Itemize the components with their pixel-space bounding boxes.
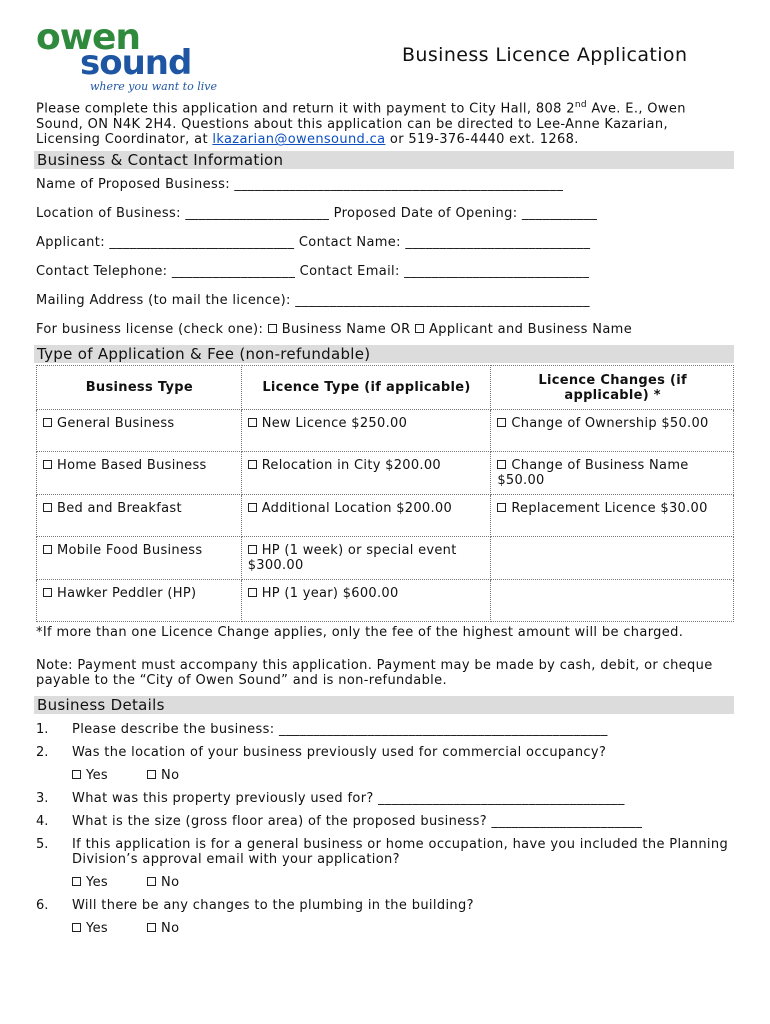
- intro-superscript: nd: [574, 100, 587, 110]
- checkbox-no[interactable]: [147, 923, 156, 932]
- question-number: 1.: [36, 722, 49, 737]
- checkbox-yes[interactable]: [72, 877, 81, 886]
- owen-sound-logo: [36, 17, 226, 93]
- question-number: 4.: [36, 814, 49, 829]
- fee-table: [36, 365, 734, 622]
- field-business-name[interactable]: Name of Proposed Business: ________________________________________________: [36, 177, 564, 192]
- logo-word-owen: owen: [36, 17, 141, 58]
- question-previous-use[interactable]: What was this property previously used for? ____________________________________: [72, 791, 625, 806]
- checkbox[interactable]: [497, 460, 506, 469]
- option-label: New Licence $250.00: [261, 416, 408, 431]
- option-label: Home Based Business: [57, 458, 207, 473]
- intro-text-1: Please complete this application and return it with payment to City Hall, 808 2: [36, 101, 575, 117]
- question-number: 5.: [36, 837, 49, 852]
- checkbox[interactable]: [497, 418, 506, 427]
- table-cell[interactable]: [241, 452, 491, 495]
- yes-no-group: [72, 768, 737, 783]
- header-licence-changes: Licence Changes (if applicable) *: [491, 366, 734, 410]
- table-cell[interactable]: [491, 495, 734, 537]
- table-cell[interactable]: [241, 495, 491, 537]
- check-one-label: For business license (check one):: [36, 322, 268, 337]
- email-link[interactable]: lkazarian@owensound.ca: [212, 132, 386, 148]
- checkbox[interactable]: [248, 460, 257, 469]
- license-holder-choice: [36, 322, 632, 337]
- field-telephone-email[interactable]: Contact Telephone: __________________ Contact Email: ___________________________: [36, 264, 590, 279]
- option-label: Replacement Licence $30.00: [511, 501, 708, 516]
- table-cell[interactable]: [37, 495, 242, 537]
- yes-label: Yes: [86, 921, 109, 936]
- option-label: Relocation in City $200.00: [261, 458, 442, 473]
- question-number: 6.: [36, 898, 49, 913]
- question-number: 2.: [36, 745, 49, 760]
- table-row: [37, 580, 734, 622]
- question-previous-commercial: Was the location of your business previously used for commercial occupancy?: [72, 745, 607, 760]
- field-mailing-address[interactable]: Mailing Address (to mail the licence): ___________________________________________: [36, 293, 590, 308]
- intro-text-2: Ave. E., Owen Sound, ON N4K 2H4. Questions about this application can be directed to Lee-Anne Kazarian, Licensing Coordinator, at: [36, 101, 686, 148]
- document-title: Business Licence Application: [402, 44, 688, 66]
- checkbox-no[interactable]: [147, 877, 156, 886]
- logo-tagline: where you want to live: [90, 80, 217, 93]
- intro-paragraph: [36, 98, 736, 148]
- checkbox[interactable]: [248, 545, 257, 554]
- header-licence-type: Licence Type (if applicable): [241, 366, 491, 410]
- checkbox[interactable]: [497, 503, 506, 512]
- checkbox[interactable]: [43, 503, 52, 512]
- checkbox[interactable]: [248, 588, 257, 597]
- intro-text-3: or 519-376-4440 ext. 1268.: [385, 132, 579, 148]
- checkbox[interactable]: [43, 588, 52, 597]
- option-label: Additional Location $200.00: [261, 501, 453, 516]
- checkbox-business-name[interactable]: [268, 324, 277, 333]
- option-applicant-business: Applicant and Business Name: [428, 322, 633, 337]
- option-label: Hawker Peddler (HP): [57, 586, 197, 601]
- option-label: Bed and Breakfast: [57, 501, 182, 516]
- table-cell[interactable]: [37, 537, 242, 580]
- question-plumbing: Will there be any changes to the plumbing in the building?: [72, 898, 474, 913]
- option-label: HP (1 year) $600.00: [261, 586, 399, 601]
- table-cell[interactable]: [241, 537, 491, 580]
- fee-footnote: *If more than one Licence Change applies, only the fee of the highest amount will be charged.: [36, 625, 684, 640]
- option-label: Change of Ownership $50.00: [511, 416, 709, 431]
- checkbox[interactable]: [43, 460, 52, 469]
- no-label: No: [161, 921, 180, 936]
- payment-note: Note: Payment must accompany this application. Payment may be made by cash, debit, or cheque payable to the “City of Owen Sound” and is non-refundable.: [36, 658, 713, 688]
- table-row: [37, 410, 734, 452]
- yes-label: Yes: [86, 768, 109, 783]
- question-describe-business[interactable]: Please describe the business: ________________________________________________: [72, 722, 608, 737]
- table-cell[interactable]: [37, 452, 242, 495]
- checkbox-no[interactable]: [147, 770, 156, 779]
- checkbox[interactable]: [43, 545, 52, 554]
- field-applicant-contact[interactable]: Applicant: ___________________________ Contact Name: ___________________________: [36, 235, 591, 250]
- no-label: No: [161, 768, 180, 783]
- table-cell[interactable]: [241, 410, 491, 452]
- yes-label: Yes: [86, 875, 109, 890]
- table-cell[interactable]: [37, 410, 242, 452]
- yes-no-group: [72, 875, 737, 890]
- table-cell[interactable]: [241, 580, 491, 622]
- table-cell-empty: [491, 580, 734, 622]
- option-label: HP (1 week) or special event $300.00: [247, 543, 457, 573]
- checkbox[interactable]: [248, 418, 257, 427]
- question-floor-area[interactable]: What is the size (gross floor area) of the proposed business? ______________________: [72, 814, 643, 829]
- table-row: [37, 452, 734, 495]
- section-heading-contact: Business & Contact Information: [34, 151, 734, 169]
- table-cell[interactable]: [37, 580, 242, 622]
- yes-no-group: [72, 921, 737, 936]
- header-business-type: Business Type: [37, 366, 242, 410]
- no-label: No: [161, 875, 180, 890]
- checkbox[interactable]: [43, 418, 52, 427]
- checkbox[interactable]: [248, 503, 257, 512]
- option-business-name: Business Name OR: [281, 322, 415, 337]
- question-number: 3.: [36, 791, 49, 806]
- table-row: [37, 537, 734, 580]
- table-cell-empty: [491, 537, 734, 580]
- table-cell[interactable]: [491, 452, 734, 495]
- section-heading-details: Business Details: [34, 696, 734, 714]
- checkbox-applicant-business[interactable]: [415, 324, 424, 333]
- fee-table-header: [37, 366, 734, 410]
- field-location-opening[interactable]: Location of Business: _____________________ Proposed Date of Opening: ___________: [36, 206, 598, 221]
- table-row: [37, 495, 734, 537]
- checkbox-yes[interactable]: [72, 923, 81, 932]
- question-planning-approval: If this application is for a general business or home occupation, have you included the Planning Division’s approval email with your application?: [72, 837, 729, 867]
- option-label: General Business: [57, 416, 175, 431]
- table-cell[interactable]: [491, 410, 734, 452]
- option-label: Mobile Food Business: [57, 543, 203, 558]
- option-label: Change of Business Name $50.00: [497, 458, 689, 488]
- section-heading-fees: Type of Application & Fee (non-refundable): [34, 345, 734, 363]
- checkbox-yes[interactable]: [72, 770, 81, 779]
- logo-word-sound: sound: [80, 43, 192, 83]
